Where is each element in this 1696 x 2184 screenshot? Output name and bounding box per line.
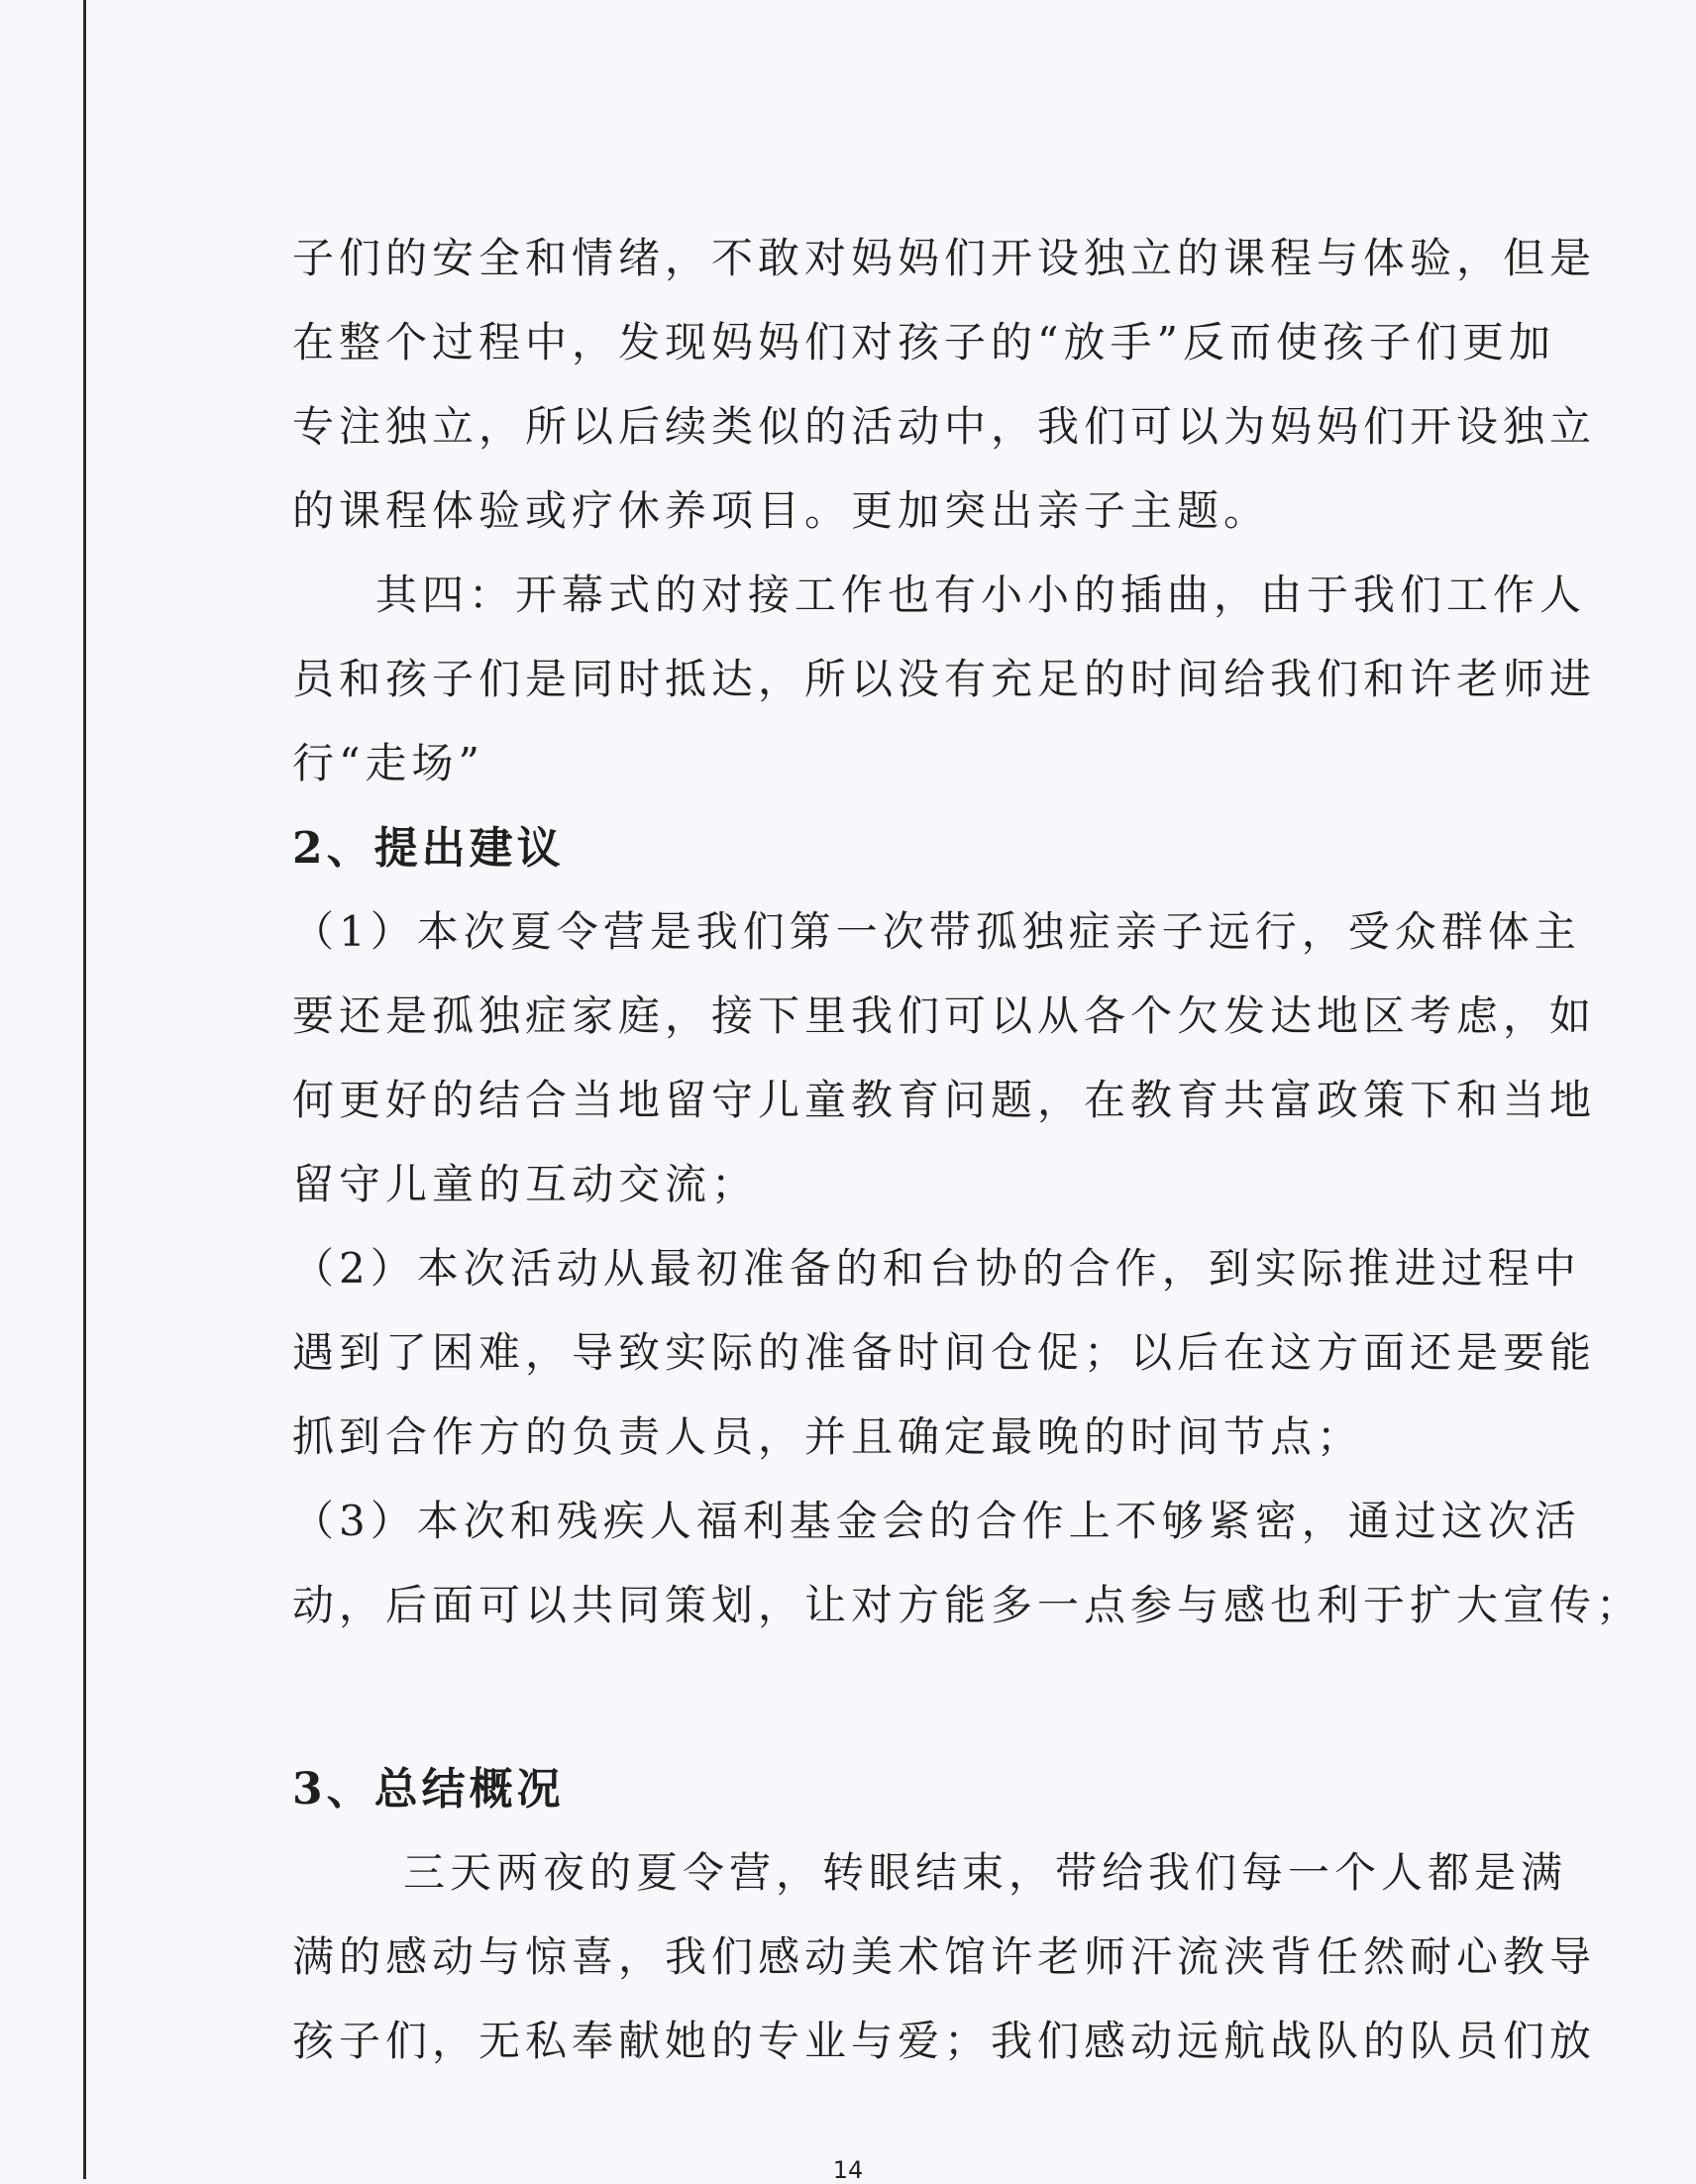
paragraph-line: 子们的安全和情绪，不敢对妈妈们开设独立的课程与体验，但是 <box>292 234 1597 282</box>
paragraph-line: 三天两夜的夏令营，转眼结束，带给我们每一个人都是满 <box>403 1848 1568 1897</box>
paragraph-line: 的课程体验或疗休养项目。更加突出亲子主题。 <box>292 486 1271 535</box>
page-left-edge-line <box>83 0 86 2179</box>
paragraph-line: 专注独立，所以后续类似的活动中，我们可以为妈妈们开设独立 <box>292 402 1597 451</box>
paragraph-line: 要还是孤独症家庭，接下里我们可以从各个欠发达地区考虑，如 <box>292 991 1597 1040</box>
paragraph-line: 孩子们，无私奉献她的专业与爱；我们感动远航战队的队员们放 <box>292 2017 1597 2065</box>
paragraph-line: （1）本次夏令营是我们第一次带孤独症亲子远行，受众群体主 <box>292 907 1581 956</box>
section-heading-suggestions: 2、提出建议 <box>292 823 565 874</box>
paragraph-line: 抓到合作方的负责人员，并且确定最晚的时间节点； <box>292 1412 1364 1461</box>
paragraph-line: 满的感动与惊喜，我们感动美术馆许老师汗流浃背任然耐心教导 <box>292 1932 1597 1981</box>
section-heading-summary: 3、总结概况 <box>292 1764 565 1815</box>
page-number: 14 <box>832 2156 864 2184</box>
paragraph-line: （3）本次和残疾人福利基金会的合作上不够紧密，通过这次活 <box>292 1497 1581 1545</box>
paragraph-line: 何更好的结合当地留守儿童教育问题，在教育共富政策下和当地 <box>292 1076 1597 1124</box>
paragraph-line: 员和孩子们是同时抵达，所以没有充足的时间给我们和许老师进 <box>292 655 1597 703</box>
paragraph-line: （2）本次活动从最初准备的和台协的合作，到实际推进过程中 <box>292 1244 1581 1293</box>
paragraph-line: 行“走场” <box>292 739 484 787</box>
paragraph-line: 其四：开幕式的对接工作也有小小的插曲，由于我们工作人 <box>375 571 1587 619</box>
paragraph-line: 留守儿童的互动交流； <box>292 1160 759 1208</box>
paragraph-line: 遇到了困难，导致实际的准备时间仓促；以后在这方面还是要能 <box>292 1328 1597 1377</box>
paragraph-line: 动，后面可以共同策划，让对方能多一点参与感也利于扩大宣传； <box>292 1581 1643 1629</box>
paragraph-line: 在整个过程中，发现妈妈们对孩子的“放手”反而使孩子们更加 <box>292 318 1555 366</box>
